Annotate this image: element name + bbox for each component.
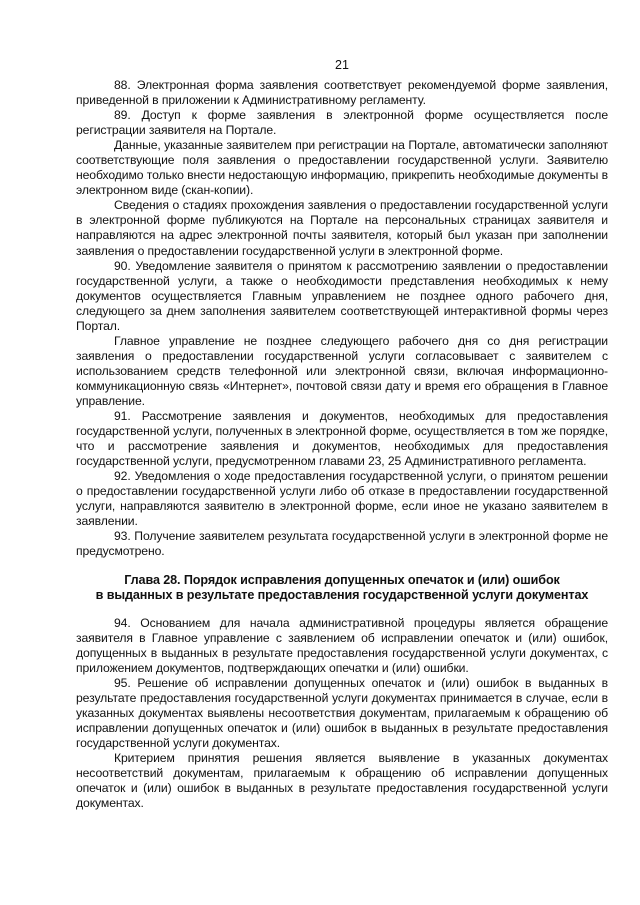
- section-before: [76, 78, 608, 560]
- paragraph-95: 95. Решение об исправлении допущенных опечаток и (или) ошибок в выданных в результате предоставления государственной услуги документах принимается в случае, если в указанных документах выявлены несоответствия документам, прилагаемым к обращению об исправлении допущенных опечаток и (или) ошибок в выданных в результате предоставления государственной услуги документах.: [76, 676, 608, 751]
- paragraph-95-criterion: Критерием принятия решения является выявление в указанных документах несоответствий документам, прилагаемым к обращению об исправлении допущенных опечаток и (или) ошибок в выданных в результате предоставления государственной услуги документах.: [76, 751, 608, 811]
- paragraph-94: 94. Основанием для начала административной процедуры является обращение заявителя в Главное управление с заявлением об исправлении опечаток и (или) ошибок, допущенных в выданных в результате предоставления государственной услуги документах, с приложением документов, подтверждающих опечатки и (или) ошибки.: [76, 615, 608, 676]
- paragraph-89-stages: Сведения о стадиях прохождения заявления о предоставлении государственной услуги в электронной форме публикуются на Портале на персональных страницах заявителя и направляются на адрес электронной почты заявителя, который был указан при заполнении заявления о предоставлении государственной услуги в электронной форме.: [76, 198, 608, 258]
- paragraph-92: 92. Уведомления о ходе предоставления государственной услуги, о принятом решении о предоставлении государственной услуги либо об отказе в предоставлении государственной услуги, направляются заявителю в электронной форме, если иное не указано заявителем в заявлении.: [76, 469, 608, 529]
- paragraph-90: 90. Уведомление заявителя о принятом к рассмотрению заявлении о предоставлении государственной услуги, а также о необходимости представления необходимых к нему документов осуществляется Главным управлением не позднее одного рабочего дня, следующего за днем заполнения заявителем соответствующей интерактивной формы через Портал.: [76, 258, 608, 333]
- chapter-title: [76, 573, 608, 603]
- document-page: [76, 58, 608, 812]
- chapter-title-line-1: Глава 28. Порядок исправления допущенных опечаток и (или) ошибок: [124, 572, 560, 587]
- paragraph-89: 89. Доступ к форме заявления в электронной форме осуществляется после регистрации заявителя на Портале.: [76, 108, 608, 138]
- page-number: 21: [335, 58, 349, 72]
- paragraph-88: 88. Электронная форма заявления соответствует рекомендуемой форме заявления, приведенной в приложении к Административному регламенту.: [76, 78, 608, 108]
- paragraph-91: 91. Рассмотрение заявления и документов, необходимых для предоставления государственной услуги, полученных в электронной форме, осуществляется в том же порядке, что и рассмотрение заявления и документов, необходимых для предоставления государственной услуги, предусмотренном главами 23, 25 Административного регламента.: [76, 409, 608, 469]
- paragraph-90-main-office: Главное управление не позднее следующего рабочего дня со дня регистрации заявления о предоставлении государственной услуги согласовывает с заявителем с использованием средств телефонной или электронной связи, включая информационно-коммуникационную связь «Интернет», почтовой связи дату и время его обращения в Главное управление.: [76, 333, 608, 408]
- section-after: [76, 616, 608, 812]
- paragraph-93: 93. Получение заявителем результата государственной услуги в электронной форме не предусмотрено.: [76, 529, 608, 559]
- paragraph-89-data: Данные, указанные заявителем при регистрации на Портале, автоматически заполняют соответствующие поля заявления о предоставлении государственной услуги. Заявителю необходимо только внести недостающую информацию, прикрепить необходимые документы в электронном виде (скан-копии).: [76, 138, 608, 198]
- chapter-title-line-2: в выданных в результате предоставления государственной услуги документах: [95, 587, 589, 602]
